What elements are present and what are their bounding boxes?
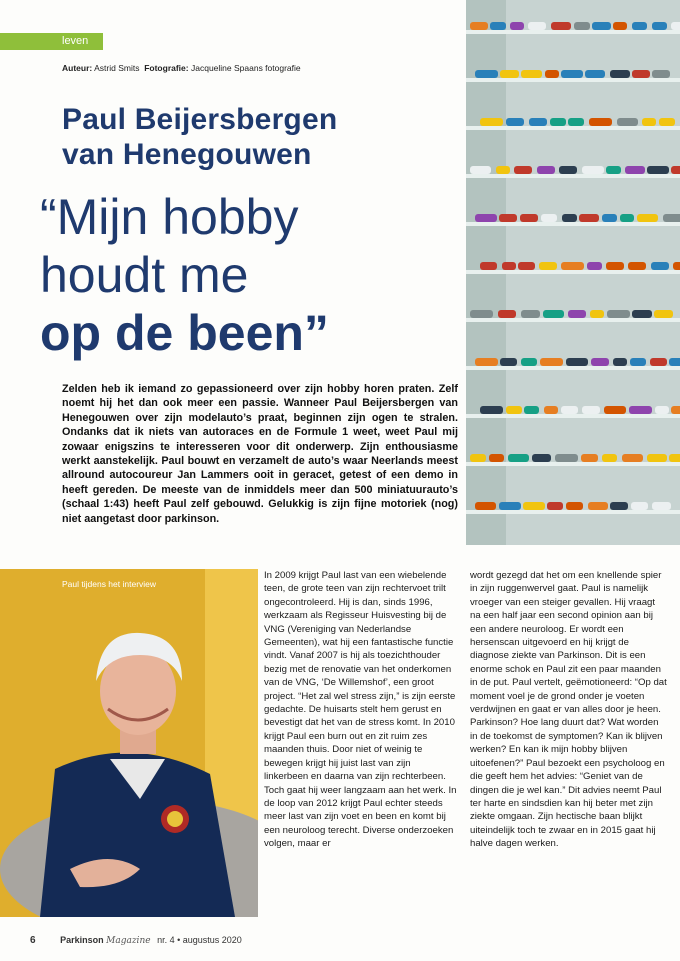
model-car xyxy=(602,214,617,222)
page-number: 6 xyxy=(30,935,36,946)
portrait-photo xyxy=(0,569,258,917)
model-car xyxy=(521,310,540,318)
model-car xyxy=(489,454,504,462)
model-car xyxy=(642,118,656,126)
model-car xyxy=(654,310,673,318)
model-car xyxy=(475,70,498,78)
model-car xyxy=(521,358,537,366)
model-car xyxy=(592,22,611,30)
model-car xyxy=(528,22,546,30)
model-car xyxy=(541,214,557,222)
model-car xyxy=(470,454,486,462)
model-car xyxy=(589,118,612,126)
model-car-cabinet-photo xyxy=(466,0,680,545)
photographer-name: Jacqueline Spaans fotografie xyxy=(190,63,301,73)
model-car xyxy=(581,454,598,462)
model-car xyxy=(499,214,517,222)
model-car xyxy=(475,214,497,222)
model-car xyxy=(544,406,558,414)
model-car xyxy=(652,70,670,78)
model-car xyxy=(610,70,630,78)
model-car xyxy=(669,358,680,366)
model-car xyxy=(606,166,621,174)
section-label: leven xyxy=(62,35,89,47)
model-car xyxy=(651,262,669,270)
model-car xyxy=(470,22,488,30)
model-car xyxy=(629,406,652,414)
author-label: Auteur: xyxy=(62,63,93,73)
quote-line-2: houdt me xyxy=(40,247,249,303)
glass-shelf xyxy=(466,462,680,466)
model-car xyxy=(579,214,599,222)
model-car xyxy=(498,310,516,318)
model-car xyxy=(514,166,532,174)
model-car xyxy=(652,22,667,30)
model-car xyxy=(470,166,491,174)
model-car xyxy=(659,118,675,126)
model-car xyxy=(632,310,652,318)
model-car xyxy=(628,262,646,270)
model-car xyxy=(475,358,498,366)
model-car xyxy=(520,214,538,222)
model-car xyxy=(585,70,605,78)
glass-shelf xyxy=(466,30,680,34)
model-car xyxy=(669,454,680,462)
model-car xyxy=(673,262,680,270)
glass-shelf xyxy=(466,366,680,370)
model-car xyxy=(506,118,524,126)
photo-caption: Paul tijdens het interview xyxy=(62,579,157,589)
author-name: Astrid Smits xyxy=(94,63,140,73)
model-car xyxy=(671,22,680,30)
model-car xyxy=(587,262,602,270)
model-car xyxy=(588,502,608,510)
model-car xyxy=(561,262,584,270)
model-car xyxy=(559,166,577,174)
model-car xyxy=(562,214,577,222)
model-car xyxy=(566,358,588,366)
model-car xyxy=(568,310,586,318)
credits-line xyxy=(62,63,301,73)
model-car xyxy=(500,70,519,78)
model-car xyxy=(647,454,667,462)
model-car xyxy=(647,166,669,174)
body-text-col-1: In 2009 krijgt Paul last van een wiebelende teen, de grote teen van zijn rechtervoet trilt ongecontroleerd. Hij is dan, sinds 1996, werkzaam als Regisseur Huisvesting bij de VNG (Vereniging van Nederlandse Gemeenten), wat hij een fantastische functie vindt. Vanaf 2007 is hij als toezichthouder bezig met de renovatie van het onderkomen van de VNG, ‘De Willemshof’, een groot project. “Het zal wel stress zijn,” is zijn eerste gedachte. De huisarts stelt hem gerust en bevestigt dat het van de stress komt. In 2010 krijgt Paul een burn out en zit ruim zes maanden thuis. Door niet of weinig te bewegen krijgt hij juist last van zijn linkerbeen en daarna van zijn rechterbeen. Toch gaat hij weer langzaam aan het werk. In de loop van 2012 krijgt Paul echter steeds meer last van zijn voet en been en komt bij een neuroloog terecht. Diverse onderzoeken volgen, maar er xyxy=(264,570,457,850)
model-car xyxy=(499,502,521,510)
model-car xyxy=(632,70,650,78)
quote-line-3: op de been” xyxy=(40,305,329,361)
model-car xyxy=(607,310,630,318)
glass-shelf xyxy=(466,78,680,82)
model-car xyxy=(631,502,648,510)
model-car xyxy=(480,406,503,414)
model-car xyxy=(508,454,529,462)
body-column-2 xyxy=(470,569,667,851)
model-car xyxy=(610,502,628,510)
model-car xyxy=(518,262,535,270)
model-car xyxy=(625,166,645,174)
model-car xyxy=(613,358,627,366)
model-car xyxy=(671,406,680,414)
magazine-name: Parkinson xyxy=(60,935,104,945)
model-car xyxy=(613,22,627,30)
body-text-col-2: wordt gezegd dat het om een knellende spier in zijn ruggenwervel gaat. Paul is namelijk vroeger van een steiger gevallen. Hij vraagt na een half jaar een second opinion aan bij een andere neuroloog. Er wordt een hersenscan uitgevoerd en hij krijgt de diagnose ziekte van Parkinson. Dit is een enorme schok en Paul zit een paar maanden in de put. Paul vertelt, geëmotioneerd: “Op dat moment voel je de grond onder je voeten verdwijnen en gaat er van alles door je heen. Parkinson? Hoe lang duurt dat? Wat worden in de toekomst de symptomen? Kan ik blijven werken? En kan ik mijn hobby blijven uitoefenen?” Paul bezoekt een psycholoog en die geeft hem het advies: “Geniet van de dingen die je wel kan.” Dit advies neemt Paul ter harte en sindsdien kan hij beter met zijn ziekte omgaan. Zijn hectische baan blijkt uiteindelijk toch te zwaar en in 2015 gaat hij halve dagen werken. xyxy=(470,570,667,850)
model-car xyxy=(524,406,539,414)
magazine-suffix: Magazine xyxy=(106,936,151,946)
model-car xyxy=(555,454,578,462)
model-car xyxy=(470,310,493,318)
photo-label: Fotografie: xyxy=(144,63,189,73)
model-car xyxy=(604,406,626,414)
glass-shelf xyxy=(466,126,680,130)
glass-shelf xyxy=(466,174,680,178)
model-car xyxy=(480,262,497,270)
model-car xyxy=(582,406,600,414)
model-car xyxy=(561,406,578,414)
model-car xyxy=(540,358,563,366)
model-car xyxy=(602,454,617,462)
model-car xyxy=(500,358,517,366)
model-car xyxy=(502,262,516,270)
glass-shelf xyxy=(466,318,680,322)
model-car xyxy=(539,262,557,270)
model-car xyxy=(606,262,624,270)
page-footer xyxy=(30,935,242,946)
model-car xyxy=(547,502,563,510)
model-car xyxy=(521,70,542,78)
portrait-image xyxy=(0,569,258,917)
intro-paragraph: Zelden heb ik iemand zo gepassioneerd over zijn hobby horen praten. Zelf noemt hij het dan ook meer een passie. Wanneer Paul Beijersbergen van Henegouwen over zijn modelauto’s praat, beginnen zijn ogen te stralen. Ondanks dat ik niets van autoraces en de Formule 1 weet, weet Paul mij zowaar enigszins te interesseren voor dit onderwerp. Zijn enthousiasme werkt aanstekelijk. Paul bouwt en verzamelt de auto’s waar Neerlands meest allround autocoureur Jan Lammers ooit in geracet, getest of een demo in heeft gereden. De meeste van de inmiddels meer dan 500 miniatuurauto’s (schaal 1:43) heeft Paul zelf gebouwd. Gelukkig is zijn fijne motoriek (nog) niet aangetast door parkinson. xyxy=(62,383,458,525)
model-car xyxy=(655,406,669,414)
model-car xyxy=(510,22,524,30)
model-car xyxy=(532,454,551,462)
model-car xyxy=(671,166,680,174)
model-car xyxy=(496,166,510,174)
name-line-2: van Henegouwen xyxy=(62,138,312,171)
model-car xyxy=(582,166,604,174)
article-name xyxy=(62,102,462,172)
glass-shelf xyxy=(466,270,680,274)
model-car xyxy=(632,22,647,30)
model-car xyxy=(550,118,566,126)
model-car xyxy=(652,502,671,510)
model-car xyxy=(545,70,559,78)
name-line-1: Paul Beijersbergen xyxy=(62,103,338,136)
model-car xyxy=(591,358,609,366)
model-car xyxy=(537,166,555,174)
model-car xyxy=(622,454,643,462)
model-car xyxy=(480,118,503,126)
article-quote-title xyxy=(40,188,460,362)
model-car xyxy=(523,502,545,510)
model-car xyxy=(620,214,634,222)
model-car xyxy=(543,310,564,318)
model-car xyxy=(529,118,547,126)
model-car xyxy=(490,22,506,30)
model-car xyxy=(551,22,571,30)
model-car xyxy=(561,70,583,78)
model-car xyxy=(590,310,604,318)
body-column-1 xyxy=(264,569,457,851)
model-car xyxy=(475,502,496,510)
model-car xyxy=(650,358,667,366)
glass-shelf xyxy=(466,414,680,418)
model-car xyxy=(506,406,522,414)
model-car xyxy=(663,214,680,222)
quote-line-1: “Mijn hobby xyxy=(40,189,299,245)
model-car xyxy=(630,358,646,366)
model-car xyxy=(617,118,638,126)
issue-info: nr. 4 • augustus 2020 xyxy=(157,935,242,945)
glass-shelf xyxy=(466,222,680,226)
model-car xyxy=(637,214,658,222)
cabinet-image xyxy=(466,0,680,545)
model-car xyxy=(574,22,590,30)
model-car xyxy=(568,118,584,126)
model-car xyxy=(566,502,583,510)
glass-shelf xyxy=(466,510,680,514)
